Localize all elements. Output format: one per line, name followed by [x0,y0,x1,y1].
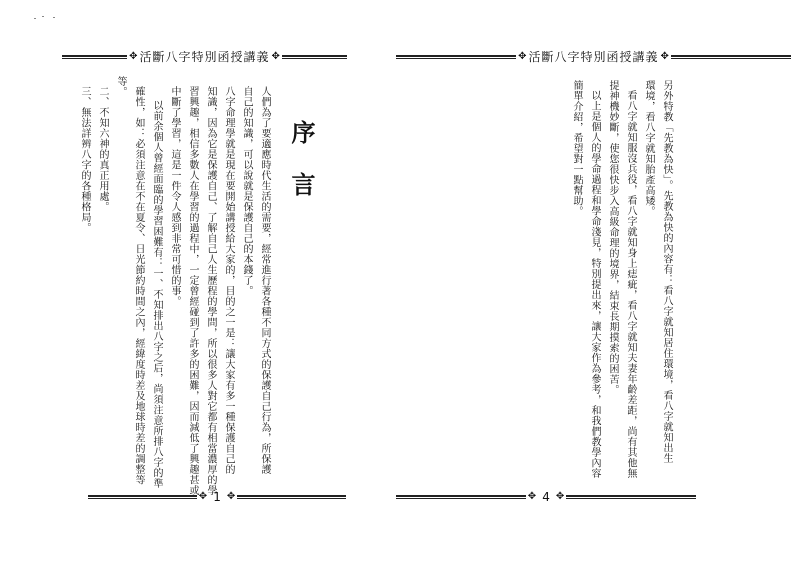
header-title: 活斷八字特別函授講義 [139,50,270,64]
body-line: 自己的知識，可以說就是保護自己的本錢了。 [241,86,252,296]
ornament-icon: ✥ [660,51,669,62]
header-rule-left [62,55,127,59]
left-page [0,0,396,561]
ornament-icon: ✥ [527,491,537,502]
footer-rule-left [88,495,197,499]
right-page [396,0,793,561]
running-header [62,50,347,64]
ornament-icon: ✥ [226,491,236,502]
body-line: 簡單介紹，希望對一點幫助。 [571,80,582,217]
body-line: 三、無法詳辨八字的各種格局。 [79,86,90,233]
footer-rule-right [566,495,696,499]
body-line: 以上是個人的學命過程和學命淺見，特別提出來，讓大家作為參考，和我們教學內容 [589,90,600,479]
body-line: 中斷了學習，這是一件令人感到非常可惜的事。 [169,86,180,307]
body-line: 另外特教「先教為快」。先教為快的內容有：看八字就知居住環境，看八字就知出生 [661,80,672,464]
chapter-title: 序言 [287,120,316,224]
body-line: 人們為了要適應時代生活的需要，經常進行著各種不同方式的保護自己行為，所保護 [259,86,270,475]
body-line: 以前余個人曾經面臨的學習困難有：一、不知排出八字之后，尚須注意所排八字的準 [151,100,162,489]
header-rule-left [396,55,516,59]
body-line: 提神機妙斷，使您很快步入高級命理的境界，結束長期摸索的困苦。 [607,80,618,395]
body-line: 習興趣，相信多數人在學習的過程中，一定曾經碰到了許多的困難，因而減低了興趣甚或 [187,86,198,496]
body-line: 二、不知六神的真正用處。 [97,86,108,212]
footer-rule-left [396,495,526,499]
ornament-icon: ✥ [271,51,280,62]
ornament-icon: ✥ [555,491,565,502]
body-line: 確性，如：必須注意在不在夏令、日光節約時間之內，經緯度時差及地球時差的調整等 [133,86,144,485]
body-line: 八字命理學就是現在要開始講授給大家的，目的之一是：讓大家有多一種保護自己的 [223,86,234,475]
footer-rule-right [237,495,346,499]
header-rule-right [282,55,347,59]
running-header [396,50,791,64]
body-line: 環境，看八字就知胎產高矮。 [643,80,654,217]
body-line: 看八字就知服沒兵役，看八字就知身上痣疵，看八字就知夫妻年齡差距，尚有其他無 [625,90,636,479]
body-line: 知識，因為它是保護自己、了解自己人生歷程的學問，所以很多人對它都有相當濃厚的學 [205,86,216,496]
ornament-icon: ✥ [198,491,208,502]
page-number: 1 [213,490,221,504]
header-rule-right [671,55,791,59]
ornament-icon: ✥ [129,51,138,62]
header-title: 活斷八字特別函授講義 [528,50,659,64]
page-number: 4 [542,490,550,504]
ornament-icon: ✥ [518,51,527,62]
page-footer [88,490,346,504]
body-line: 等。 [115,76,126,97]
page-footer [396,490,696,504]
